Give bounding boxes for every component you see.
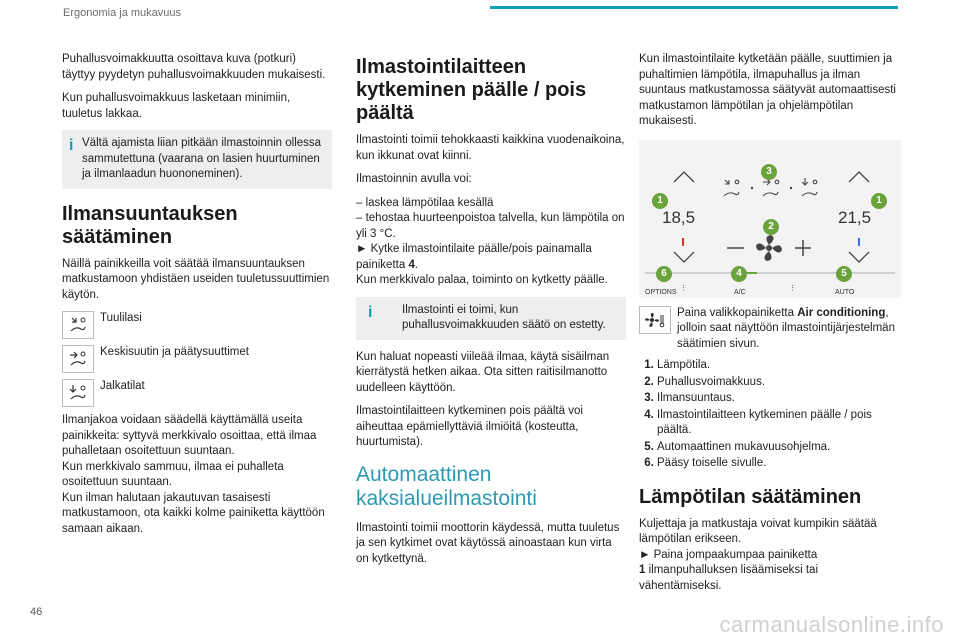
- temperature-right-value: 21,5: [838, 207, 872, 227]
- paragraph: Ilmastoinnin avulla voi:: [356, 173, 472, 185]
- watermark: carmanualsonline.info: [719, 612, 944, 637]
- callout-marker-5: 5: [836, 266, 852, 282]
- paragraph: ► Paina jompaakumpaa painiketta 1 ilmanpuhalluksen lisäämiseksi tai vähentämiseksi.: [639, 548, 818, 592]
- column-1: [62, 52, 332, 545]
- air-conditioning-menu-row: [639, 306, 901, 353]
- paragraph: Ilmastointilaitteen kytkeminen pois päältä voi aiheuttaa epämiellyttäviä ilmiöitä (kosteutta, huurtumista).: [356, 405, 583, 448]
- paragraph: Kun merkkivalo sammuu, ilmaa ei puhalleta osoitettuun suuntaan.: [62, 460, 284, 488]
- temp-down-left-icon: [674, 252, 694, 262]
- callout-marker-6: 6: [656, 266, 672, 282]
- callout-marker-4: 4: [731, 266, 747, 282]
- legend-list: [639, 358, 901, 472]
- info-box: [356, 297, 626, 340]
- temp-down-right-icon: [849, 252, 869, 262]
- airflow-footwell-row: [62, 379, 332, 407]
- paragraph: Kun haluat nopeasti viileää ilmaa, käytä sisäilman kierrätystä hetken aikaa. Ota sitten raitisilmanotto uudelleen käyttöön.: [356, 350, 610, 394]
- paragraph: Ilmastointi toimii moottorin käydessä, mutta tuuletus ja sen kytkimet ovat käytössä ainoastaan kun virta on kytkettynä.: [356, 521, 620, 565]
- paragraph: Kun merkkivalo palaa, toiminto on kytketty päälle.: [356, 274, 608, 286]
- info-icon: i: [368, 303, 373, 321]
- section-heading: Ilmastointilaitteen kytkeminen päälle / pois päältä: [356, 56, 587, 124]
- ac-label: A/C: [734, 288, 746, 296]
- header-accent-bar: [490, 6, 898, 9]
- legend-item: 4. Ilmastointilaitteen kytkeminen päälle / pois päältä.: [657, 408, 901, 439]
- list-item: – tehostaa huurteenpoistoa talvella, kun lämpötila on yli 3 °C.: [356, 212, 625, 240]
- paragraph: Kun ilman halutaan jakautuvan tasaisesti matkustamoon, ota kaikki kolme painiketta käyttöön samaan aikaan.: [62, 491, 325, 535]
- legend-item: 3. Ilmansuuntaus.: [657, 391, 901, 407]
- section-heading: Ilmansuuntauksen säätäminen: [62, 202, 238, 248]
- legend-item: 6. Pääsy toiselle sivulle.: [657, 456, 901, 472]
- section-title: Ergonomia ja mukavuus: [63, 7, 182, 19]
- icon-label: Tuulilasi: [100, 312, 142, 324]
- paragraph: Näillä painikkeilla voit säätää ilmansuuntauksen matkustamoon yhdistäen useiden tuuletussuuttimien käytön.: [62, 257, 330, 301]
- auto-label: AUTO: [835, 288, 855, 296]
- paragraph: Kun ilmastointilaite kytketään päälle, suuttimien ja puhaltimien lämpötila, ilmapuhallus ja ilman suuntaus matkustamossa säätyvät automaattisesti matkustamon lämpötilan ja ohjelämpötilan mukaisesti.: [639, 53, 896, 127]
- climate-control-panel-illustration: [639, 140, 901, 298]
- icon-description: Paina valikkopainiketta Air conditioning, jolloin saat näyttöön ilmastointijärjestelmän säätimien sivun.: [677, 306, 895, 350]
- airflow-windscreen-row: [62, 311, 332, 339]
- legend-item: 5. Automaattinen mukavuusohjelma.: [657, 440, 901, 456]
- windscreen-airflow-icon: [62, 311, 94, 339]
- legend-item: 2. Puhallusvoimakkuus.: [657, 375, 901, 391]
- paragraph: Ilmanjakoa voidaan säädellä käyttämällä useita painikkeita: syttyvä merkkivalo osoittaa, että ilmaa puhalletaan osoitettuun suuntaan.: [62, 414, 317, 457]
- fan-icon: [756, 235, 782, 261]
- airflow-central-row: [62, 345, 332, 373]
- legend-item: 1. Lämpötila.: [657, 358, 901, 374]
- paragraph: Ilmastointi toimii tehokkaasti kaikkina vuodenaikoina, kun ikkunat ovat kiinni.: [356, 134, 625, 162]
- info-box: [62, 130, 332, 189]
- page-number: 46: [30, 606, 43, 618]
- options-label: OPTIONS: [645, 288, 677, 296]
- callout-marker-1-left: 1: [652, 193, 668, 209]
- svg-text:⋮: ⋮: [680, 284, 687, 292]
- callout-marker-1-right: 1: [871, 193, 887, 209]
- icon-label: Keskisuutin ja päätysuuttimet: [100, 346, 249, 358]
- column-3: [639, 52, 901, 602]
- info-text: Vältä ajamista liian pitkään ilmastoinnin ollessa sammutettuna (vaarana on lasien huurtuminen ja ilmanlaadun huononeminen).: [82, 137, 322, 180]
- section-heading: Automaattinen kaksialueilmastointi: [356, 462, 537, 510]
- airflow-direction-icons: [724, 178, 817, 196]
- info-icon: i: [69, 137, 74, 154]
- central-vents-airflow-icon: [62, 345, 94, 373]
- callout-marker-2: 2: [763, 219, 779, 235]
- temp-up-left-icon: [674, 172, 694, 182]
- temperature-left-value: 18,5: [662, 207, 696, 227]
- section-heading: Lämpötilan säätäminen: [639, 485, 862, 508]
- column-2: [356, 52, 626, 575]
- info-text: Ilmastointi ei toimi, kun puhallusvoimakkuuden säätö on estetty.: [402, 303, 606, 331]
- svg-text:⋮: ⋮: [789, 284, 796, 292]
- paragraph: ► Kytke ilmastointilaite päälle/pois painamalla painiketta 4.: [356, 243, 592, 271]
- paragraph: Puhallusvoimakkuutta osoittava kuva (potkuri) täyttyy pyydetyn puhallusvoimakkuuden mukaisesti.: [62, 53, 326, 81]
- list-item: – laskea lämpötilaa kesällä: [356, 196, 494, 209]
- icon-label: Jalkatilat: [100, 380, 145, 392]
- temp-up-right-icon: [849, 172, 869, 182]
- footwell-airflow-icon: [62, 379, 94, 407]
- paragraph: Kuljettaja ja matkustaja voivat kumpikin säätää lämpötilan erikseen.: [639, 517, 877, 545]
- air-conditioning-menu-icon: [639, 306, 671, 334]
- paragraph: Kun puhallusvoimakkuus lasketaan minimiin, tuuletus lakkaa.: [62, 92, 291, 120]
- callout-marker-3: 3: [761, 164, 777, 180]
